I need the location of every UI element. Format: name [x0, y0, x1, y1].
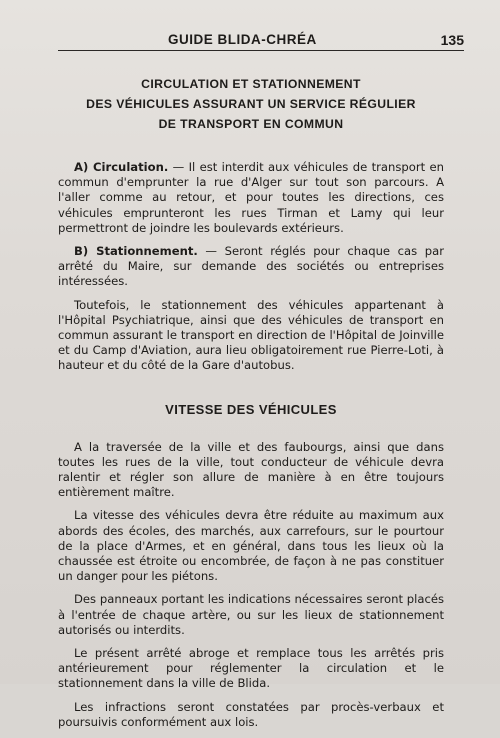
- paragraph-lead: B) Stationnement.: [74, 244, 198, 259]
- page-content: [58, 68, 444, 738]
- paragraph-stationnement: [58, 244, 444, 290]
- header-rule: [58, 50, 464, 51]
- paragraph-circulation: [58, 160, 444, 236]
- section-title-line: DE TRANSPORT EN COMMUN: [158, 117, 344, 131]
- paragraph-vitesse: La vitesse des véhicules devra être réduite au maximum aux abords des écoles, des marchés, aux carrefours, sur le pourtour de la place d'Armes, et en général, dans tous les lieux où la chaussée est étroite ou encombrée, de façon à ne pas constituer un danger pour les piétons.: [58, 508, 444, 584]
- paragraph-lead: A) Circulation.: [74, 160, 169, 174]
- section-title-vitesse: VITESSE DES VÉHICULES: [165, 401, 337, 417]
- paragraph-arrete: Le présent arrêté abroge et remplace tous les arrêtés pris antérieurement pour réglementer la circulation et le stationnement dans la ville de Blida.: [58, 646, 444, 691]
- page-number: 135: [440, 32, 464, 48]
- paragraph-text: — Seront réglés pour chaque cas par arrêté du Maire, sur demande des sociétés ou entreprises intéressées.: [58, 244, 445, 289]
- section-title-circulation: [58, 74, 444, 134]
- running-title: GUIDE BLIDA-CHRÉA: [168, 32, 317, 47]
- paragraph-text: — Il est interdit aux véhicules de transport en commun d'emprunter la rue d'Alger sur tout son parcours. A l'aller comme au retour, et pour toutes les directions, ces véhicules emprunteront les rues Tirman et Lamy qui leur permettront de joindre les boulevards extérieurs.: [58, 160, 444, 235]
- section-title-line: DES VÉHICULES ASSURANT UN SERVICE RÉGULIER: [86, 97, 416, 111]
- paragraph-infractions: Les infractions seront constatées par procès-verbaux et poursuivis conformément aux lois.: [58, 699, 444, 729]
- paragraph-panneaux: Des panneaux portant les indications nécessaires seront placés à l'entrée de chaque artère, ou sur les lieux de stationnement autorisés ou interdits.: [58, 592, 444, 637]
- running-header: [58, 28, 472, 50]
- paragraph-traversee: A la traversée de la ville et des faubourgs, ainsi que dans toutes les rues de la ville, tout conducteur de véhicule devra ralentir et régler son allure de manière à en être toujours entièrement maître.: [58, 439, 444, 500]
- section-title-line: CIRCULATION ET STATIONNEMENT: [141, 77, 361, 91]
- paragraph-toutefois: Toutefois, le stationnement des véhicules appartenant à l'Hôpital Psychiatrique, ainsi que des véhicules de transport en commun assurant le transport en direction de l'Hôpital de Joinville et du Camp d'Aviation, aura lieu obligatoirement rue Pierre-Loti, à hauteur et du côté de la Gare d'autobus.: [58, 297, 444, 373]
